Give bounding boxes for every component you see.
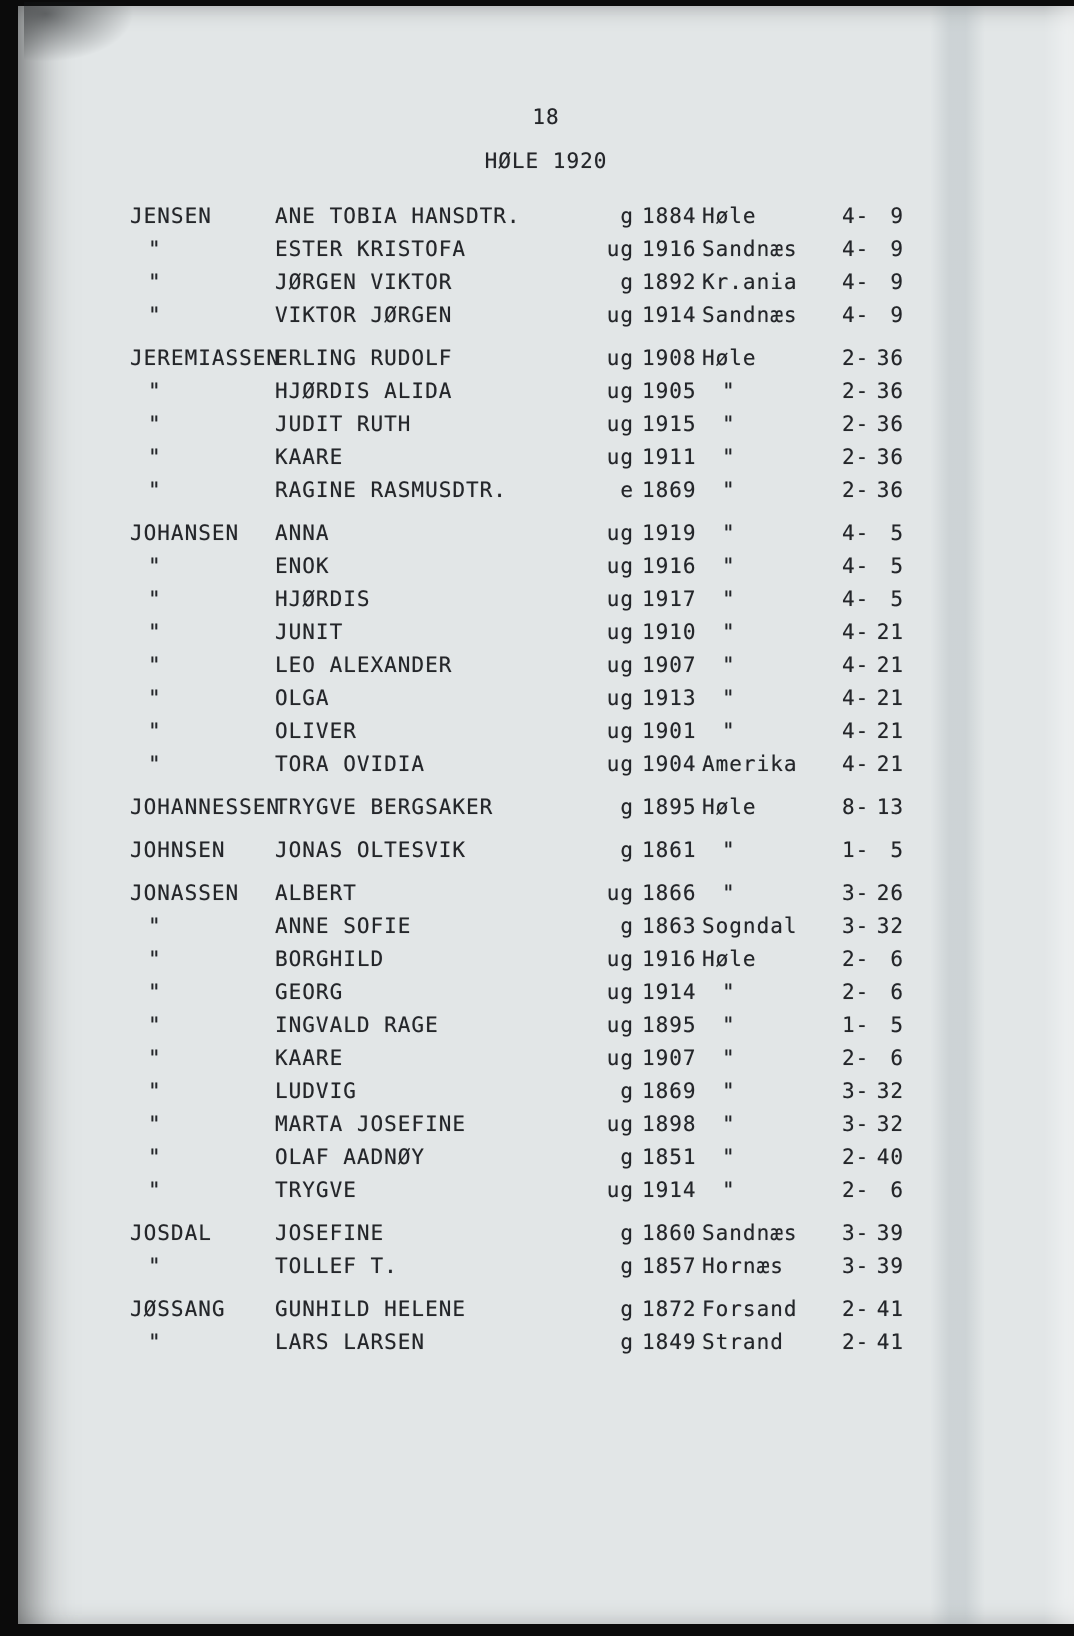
year-cell: 1860 xyxy=(642,1221,697,1245)
place-cell: " xyxy=(722,445,736,469)
table-row xyxy=(18,1141,1074,1174)
status-cell: ug xyxy=(606,237,634,261)
year-cell: 1907 xyxy=(642,653,697,677)
name-cell: MARTA JOSEFINE xyxy=(275,1112,467,1136)
ref-cell-2: 41 xyxy=(876,1297,904,1321)
surname-cell: " xyxy=(148,478,162,502)
ref-cell-2: 5 xyxy=(890,587,904,611)
ref-cell-1: 2- xyxy=(842,980,870,1004)
ref-cell-1: 4- xyxy=(842,587,870,611)
ref-cell-1: 2- xyxy=(842,346,870,370)
ref-cell-2: 5 xyxy=(890,554,904,578)
table-row xyxy=(18,834,1074,867)
ref-cell-2: 21 xyxy=(876,752,904,776)
surname-cell: JOSDAL xyxy=(130,1221,212,1245)
status-cell: ug xyxy=(606,379,634,403)
year-cell: 1895 xyxy=(642,1013,697,1037)
name-cell: BORGHILD xyxy=(275,947,385,971)
name-cell: ANE TOBIA HANSDTR. xyxy=(275,204,521,228)
place-cell: " xyxy=(722,881,736,905)
place-cell: Sandnæs xyxy=(702,1221,798,1245)
status-cell: e xyxy=(620,478,634,502)
place-cell: Høle xyxy=(702,947,757,971)
year-cell: 1901 xyxy=(642,719,697,743)
surname-cell: " xyxy=(148,686,162,710)
ref-cell-2: 36 xyxy=(876,478,904,502)
ref-cell-2: 21 xyxy=(876,620,904,644)
status-cell: ug xyxy=(606,686,634,710)
table-row xyxy=(18,342,1074,375)
name-cell: JUNIT xyxy=(275,620,344,644)
table-row xyxy=(18,474,1074,507)
year-cell: 1914 xyxy=(642,303,697,327)
ref-cell-2: 32 xyxy=(876,1112,904,1136)
place-cell: " xyxy=(722,980,736,1004)
place-cell: Sandnæs xyxy=(702,303,798,327)
ref-cell-1: 4- xyxy=(842,237,870,261)
ref-cell-1: 3- xyxy=(842,1221,870,1245)
ref-cell-1: 8- xyxy=(842,795,870,819)
ref-cell-1: 2- xyxy=(842,1046,870,1070)
table-row xyxy=(18,791,1074,824)
place-cell: " xyxy=(722,719,736,743)
table-row xyxy=(18,299,1074,332)
ref-cell-2: 9 xyxy=(890,204,904,228)
ref-cell-2: 36 xyxy=(876,346,904,370)
surname-cell: " xyxy=(148,1254,162,1278)
place-cell: " xyxy=(722,653,736,677)
ref-cell-1: 4- xyxy=(842,686,870,710)
name-cell: OLIVER xyxy=(275,719,357,743)
status-cell: ug xyxy=(606,346,634,370)
year-cell: 1851 xyxy=(642,1145,697,1169)
name-cell: ALBERT xyxy=(275,881,357,905)
place-cell: " xyxy=(722,379,736,403)
surname-cell: " xyxy=(148,303,162,327)
surname-cell: " xyxy=(148,1013,162,1037)
year-cell: 1914 xyxy=(642,980,697,1004)
name-cell: LEO ALEXANDER xyxy=(275,653,453,677)
status-cell: g xyxy=(620,270,634,294)
place-cell: " xyxy=(722,1145,736,1169)
table-row xyxy=(18,748,1074,781)
table-row xyxy=(18,375,1074,408)
status-cell: g xyxy=(620,838,634,862)
year-cell: 1905 xyxy=(642,379,697,403)
surname-cell: " xyxy=(148,1330,162,1354)
name-cell: RAGINE RASMUSDTR. xyxy=(275,478,507,502)
status-cell: ug xyxy=(606,620,634,644)
place-cell: " xyxy=(722,686,736,710)
place-cell: Forsand xyxy=(702,1297,798,1321)
name-cell: OLAF AADNØY xyxy=(275,1145,426,1169)
census-rows xyxy=(18,200,1074,1359)
surname-cell: " xyxy=(148,914,162,938)
table-row xyxy=(18,910,1074,943)
status-cell: ug xyxy=(606,1178,634,1202)
ref-cell-1: 3- xyxy=(842,881,870,905)
table-row xyxy=(18,517,1074,550)
status-cell: g xyxy=(620,1079,634,1103)
ref-cell-1: 4- xyxy=(842,521,870,545)
status-cell: g xyxy=(620,914,634,938)
name-cell: ENOK xyxy=(275,554,330,578)
surname-cell: " xyxy=(148,412,162,436)
ref-cell-1: 2- xyxy=(842,379,870,403)
table-row xyxy=(18,1174,1074,1207)
status-cell: ug xyxy=(606,587,634,611)
ref-cell-2: 32 xyxy=(876,1079,904,1103)
page-number: 18 xyxy=(532,105,560,129)
table-row xyxy=(18,1217,1074,1250)
place-cell: Sandnæs xyxy=(702,237,798,261)
ref-cell-1: 3- xyxy=(842,1112,870,1136)
surname-cell: " xyxy=(148,719,162,743)
surname-cell: " xyxy=(148,270,162,294)
name-cell: ESTER KRISTOFA xyxy=(275,237,467,261)
ref-cell-2: 39 xyxy=(876,1254,904,1278)
status-cell: ug xyxy=(606,947,634,971)
ref-cell-1: 3- xyxy=(842,1254,870,1278)
status-cell: ug xyxy=(606,1112,634,1136)
ref-cell-1: 2- xyxy=(842,478,870,502)
ref-cell-1: 3- xyxy=(842,914,870,938)
ref-cell-2: 36 xyxy=(876,379,904,403)
ref-cell-1: 4- xyxy=(842,554,870,578)
surname-cell: JENSEN xyxy=(130,204,212,228)
name-cell: TRYGVE xyxy=(275,1178,357,1202)
ref-cell-1: 2- xyxy=(842,1297,870,1321)
surname-cell: " xyxy=(148,620,162,644)
year-cell: 1913 xyxy=(642,686,697,710)
ref-cell-1: 1- xyxy=(842,838,870,862)
ref-cell-1: 4- xyxy=(842,752,870,776)
table-row xyxy=(18,649,1074,682)
paper xyxy=(18,6,1074,1624)
ref-cell-1: 1- xyxy=(842,1013,870,1037)
year-cell: 1910 xyxy=(642,620,697,644)
table-row xyxy=(18,976,1074,1009)
surname-cell: " xyxy=(148,1079,162,1103)
ref-cell-1: 2- xyxy=(842,1178,870,1202)
ref-cell-2: 5 xyxy=(890,521,904,545)
ref-cell-2: 21 xyxy=(876,686,904,710)
name-cell: TRYGVE BERGSAKER xyxy=(275,795,494,819)
place-cell: " xyxy=(722,412,736,436)
place-cell: " xyxy=(722,1013,736,1037)
table-row xyxy=(18,1042,1074,1075)
surname-cell: " xyxy=(148,1046,162,1070)
place-cell: Høle xyxy=(702,795,757,819)
year-cell: 1895 xyxy=(642,795,697,819)
status-cell: ug xyxy=(606,412,634,436)
year-cell: 1863 xyxy=(642,914,697,938)
status-cell: ug xyxy=(606,1046,634,1070)
year-cell: 1916 xyxy=(642,947,697,971)
place-cell: " xyxy=(722,587,736,611)
table-row xyxy=(18,233,1074,266)
place-cell: " xyxy=(722,1178,736,1202)
ref-cell-1: 2- xyxy=(842,947,870,971)
table-row xyxy=(18,441,1074,474)
name-cell: KAARE xyxy=(275,1046,344,1070)
ref-cell-2: 6 xyxy=(890,947,904,971)
year-cell: 1849 xyxy=(642,1330,697,1354)
name-cell: KAARE xyxy=(275,445,344,469)
name-cell: ERLING RUDOLF xyxy=(275,346,453,370)
table-row xyxy=(18,200,1074,233)
place-cell: Høle xyxy=(702,346,757,370)
status-cell: g xyxy=(620,795,634,819)
status-cell: ug xyxy=(606,445,634,469)
surname-cell: " xyxy=(148,980,162,1004)
name-cell: JUDIT RUTH xyxy=(275,412,412,436)
ref-cell-2: 6 xyxy=(890,980,904,1004)
year-cell: 1869 xyxy=(642,478,697,502)
year-cell: 1869 xyxy=(642,1079,697,1103)
ref-cell-1: 2- xyxy=(842,412,870,436)
ref-cell-2: 9 xyxy=(890,270,904,294)
ref-cell-1: 4- xyxy=(842,303,870,327)
status-cell: ug xyxy=(606,719,634,743)
surname-cell: " xyxy=(148,1145,162,1169)
ref-cell-1: 2- xyxy=(842,1330,870,1354)
year-cell: 1861 xyxy=(642,838,697,862)
surname-cell: " xyxy=(148,1178,162,1202)
ref-cell-1: 4- xyxy=(842,719,870,743)
status-cell: ug xyxy=(606,653,634,677)
page-title: HØLE 1920 xyxy=(484,149,608,173)
ref-cell-2: 36 xyxy=(876,445,904,469)
place-cell: Høle xyxy=(702,204,757,228)
table-row xyxy=(18,408,1074,441)
name-cell: JØRGEN VIKTOR xyxy=(275,270,453,294)
page-content xyxy=(18,6,1074,1359)
year-cell: 1857 xyxy=(642,1254,697,1278)
name-cell: VIKTOR JØRGEN xyxy=(275,303,453,327)
table-row xyxy=(18,682,1074,715)
name-cell: JONAS OLTESVIK xyxy=(275,838,467,862)
status-cell: g xyxy=(620,1221,634,1245)
name-cell: HJØRDIS ALIDA xyxy=(275,379,453,403)
ref-cell-2: 21 xyxy=(876,719,904,743)
year-cell: 1919 xyxy=(642,521,697,545)
status-cell: g xyxy=(620,1297,634,1321)
name-cell: HJØRDIS xyxy=(275,587,371,611)
year-cell: 1898 xyxy=(642,1112,697,1136)
table-row xyxy=(18,1108,1074,1141)
surname-cell: JOHANSEN xyxy=(130,521,240,545)
name-cell: GEORG xyxy=(275,980,344,1004)
name-cell: ANNE SOFIE xyxy=(275,914,412,938)
ref-cell-1: 4- xyxy=(842,653,870,677)
year-cell: 1904 xyxy=(642,752,697,776)
table-row xyxy=(18,1250,1074,1283)
ref-cell-2: 6 xyxy=(890,1178,904,1202)
place-cell: " xyxy=(722,1112,736,1136)
year-cell: 1866 xyxy=(642,881,697,905)
year-cell: 1911 xyxy=(642,445,697,469)
year-cell: 1916 xyxy=(642,237,697,261)
ref-cell-2: 41 xyxy=(876,1330,904,1354)
year-cell: 1884 xyxy=(642,204,697,228)
status-cell: ug xyxy=(606,1013,634,1037)
place-cell: " xyxy=(722,1046,736,1070)
table-row xyxy=(18,943,1074,976)
table-row xyxy=(18,583,1074,616)
ref-cell-2: 40 xyxy=(876,1145,904,1169)
place-cell: Strand xyxy=(702,1330,784,1354)
surname-cell: " xyxy=(148,237,162,261)
table-row xyxy=(18,877,1074,910)
surname-cell: " xyxy=(148,554,162,578)
ref-cell-2: 21 xyxy=(876,653,904,677)
place-cell: " xyxy=(722,554,736,578)
table-row xyxy=(18,1075,1074,1108)
table-row xyxy=(18,1326,1074,1359)
name-cell: TOLLEF T. xyxy=(275,1254,398,1278)
status-cell: ug xyxy=(606,881,634,905)
table-row xyxy=(18,715,1074,748)
table-row xyxy=(18,266,1074,299)
ref-cell-2: 26 xyxy=(876,881,904,905)
ref-cell-2: 32 xyxy=(876,914,904,938)
surname-cell: JOHNSEN xyxy=(130,838,226,862)
table-row xyxy=(18,616,1074,649)
place-cell: Amerika xyxy=(702,752,798,776)
table-row xyxy=(18,1009,1074,1042)
surname-cell: JONASSEN xyxy=(130,881,240,905)
status-cell: ug xyxy=(606,521,634,545)
status-cell: ug xyxy=(606,303,634,327)
year-cell: 1916 xyxy=(642,554,697,578)
name-cell: JOSEFINE xyxy=(275,1221,385,1245)
status-cell: g xyxy=(620,1145,634,1169)
ref-cell-1: 3- xyxy=(842,1079,870,1103)
status-cell: ug xyxy=(606,752,634,776)
surname-cell: JEREMIASSEN xyxy=(130,346,281,370)
surname-cell: " xyxy=(148,1112,162,1136)
ref-cell-2: 9 xyxy=(890,237,904,261)
ref-cell-1: 2- xyxy=(842,1145,870,1169)
name-cell: INGVALD RAGE xyxy=(275,1013,439,1037)
surname-cell: " xyxy=(148,653,162,677)
surname-cell: " xyxy=(148,947,162,971)
table-row xyxy=(18,1293,1074,1326)
year-cell: 1914 xyxy=(642,1178,697,1202)
year-cell: 1907 xyxy=(642,1046,697,1070)
name-cell: ANNA xyxy=(275,521,330,545)
status-cell: g xyxy=(620,204,634,228)
ref-cell-1: 4- xyxy=(842,620,870,644)
ref-cell-1: 4- xyxy=(842,270,870,294)
status-cell: ug xyxy=(606,980,634,1004)
name-cell: TORA OVIDIA xyxy=(275,752,426,776)
year-cell: 1892 xyxy=(642,270,697,294)
place-cell: " xyxy=(722,838,736,862)
table-row xyxy=(18,550,1074,583)
name-cell: OLGA xyxy=(275,686,330,710)
year-cell: 1908 xyxy=(642,346,697,370)
year-cell: 1915 xyxy=(642,412,697,436)
status-cell: g xyxy=(620,1254,634,1278)
place-cell: " xyxy=(722,620,736,644)
year-cell: 1872 xyxy=(642,1297,697,1321)
ref-cell-2: 5 xyxy=(890,1013,904,1037)
surname-cell: " xyxy=(148,587,162,611)
name-cell: GUNHILD HELENE xyxy=(275,1297,467,1321)
surname-cell: JOHANNESSEN xyxy=(130,795,281,819)
ref-cell-2: 39 xyxy=(876,1221,904,1245)
ref-cell-2: 6 xyxy=(890,1046,904,1070)
surname-cell: " xyxy=(148,379,162,403)
place-cell: " xyxy=(722,521,736,545)
place-cell: Hornæs xyxy=(702,1254,784,1278)
ref-cell-1: 2- xyxy=(842,445,870,469)
place-cell: " xyxy=(722,478,736,502)
place-cell: Kr.ania xyxy=(702,270,798,294)
status-cell: g xyxy=(620,1330,634,1354)
ref-cell-1: 4- xyxy=(842,204,870,228)
name-cell: LARS LARSEN xyxy=(275,1330,426,1354)
name-cell: LUDVIG xyxy=(275,1079,357,1103)
ref-cell-2: 36 xyxy=(876,412,904,436)
surname-cell: JØSSANG xyxy=(130,1297,226,1321)
year-cell: 1917 xyxy=(642,587,697,611)
surname-cell: " xyxy=(148,445,162,469)
ref-cell-2: 9 xyxy=(890,303,904,327)
place-cell: " xyxy=(722,1079,736,1103)
surname-cell: " xyxy=(148,752,162,776)
place-cell: Sogndal xyxy=(702,914,798,938)
ref-cell-2: 5 xyxy=(890,838,904,862)
ref-cell-2: 13 xyxy=(876,795,904,819)
status-cell: ug xyxy=(606,554,634,578)
